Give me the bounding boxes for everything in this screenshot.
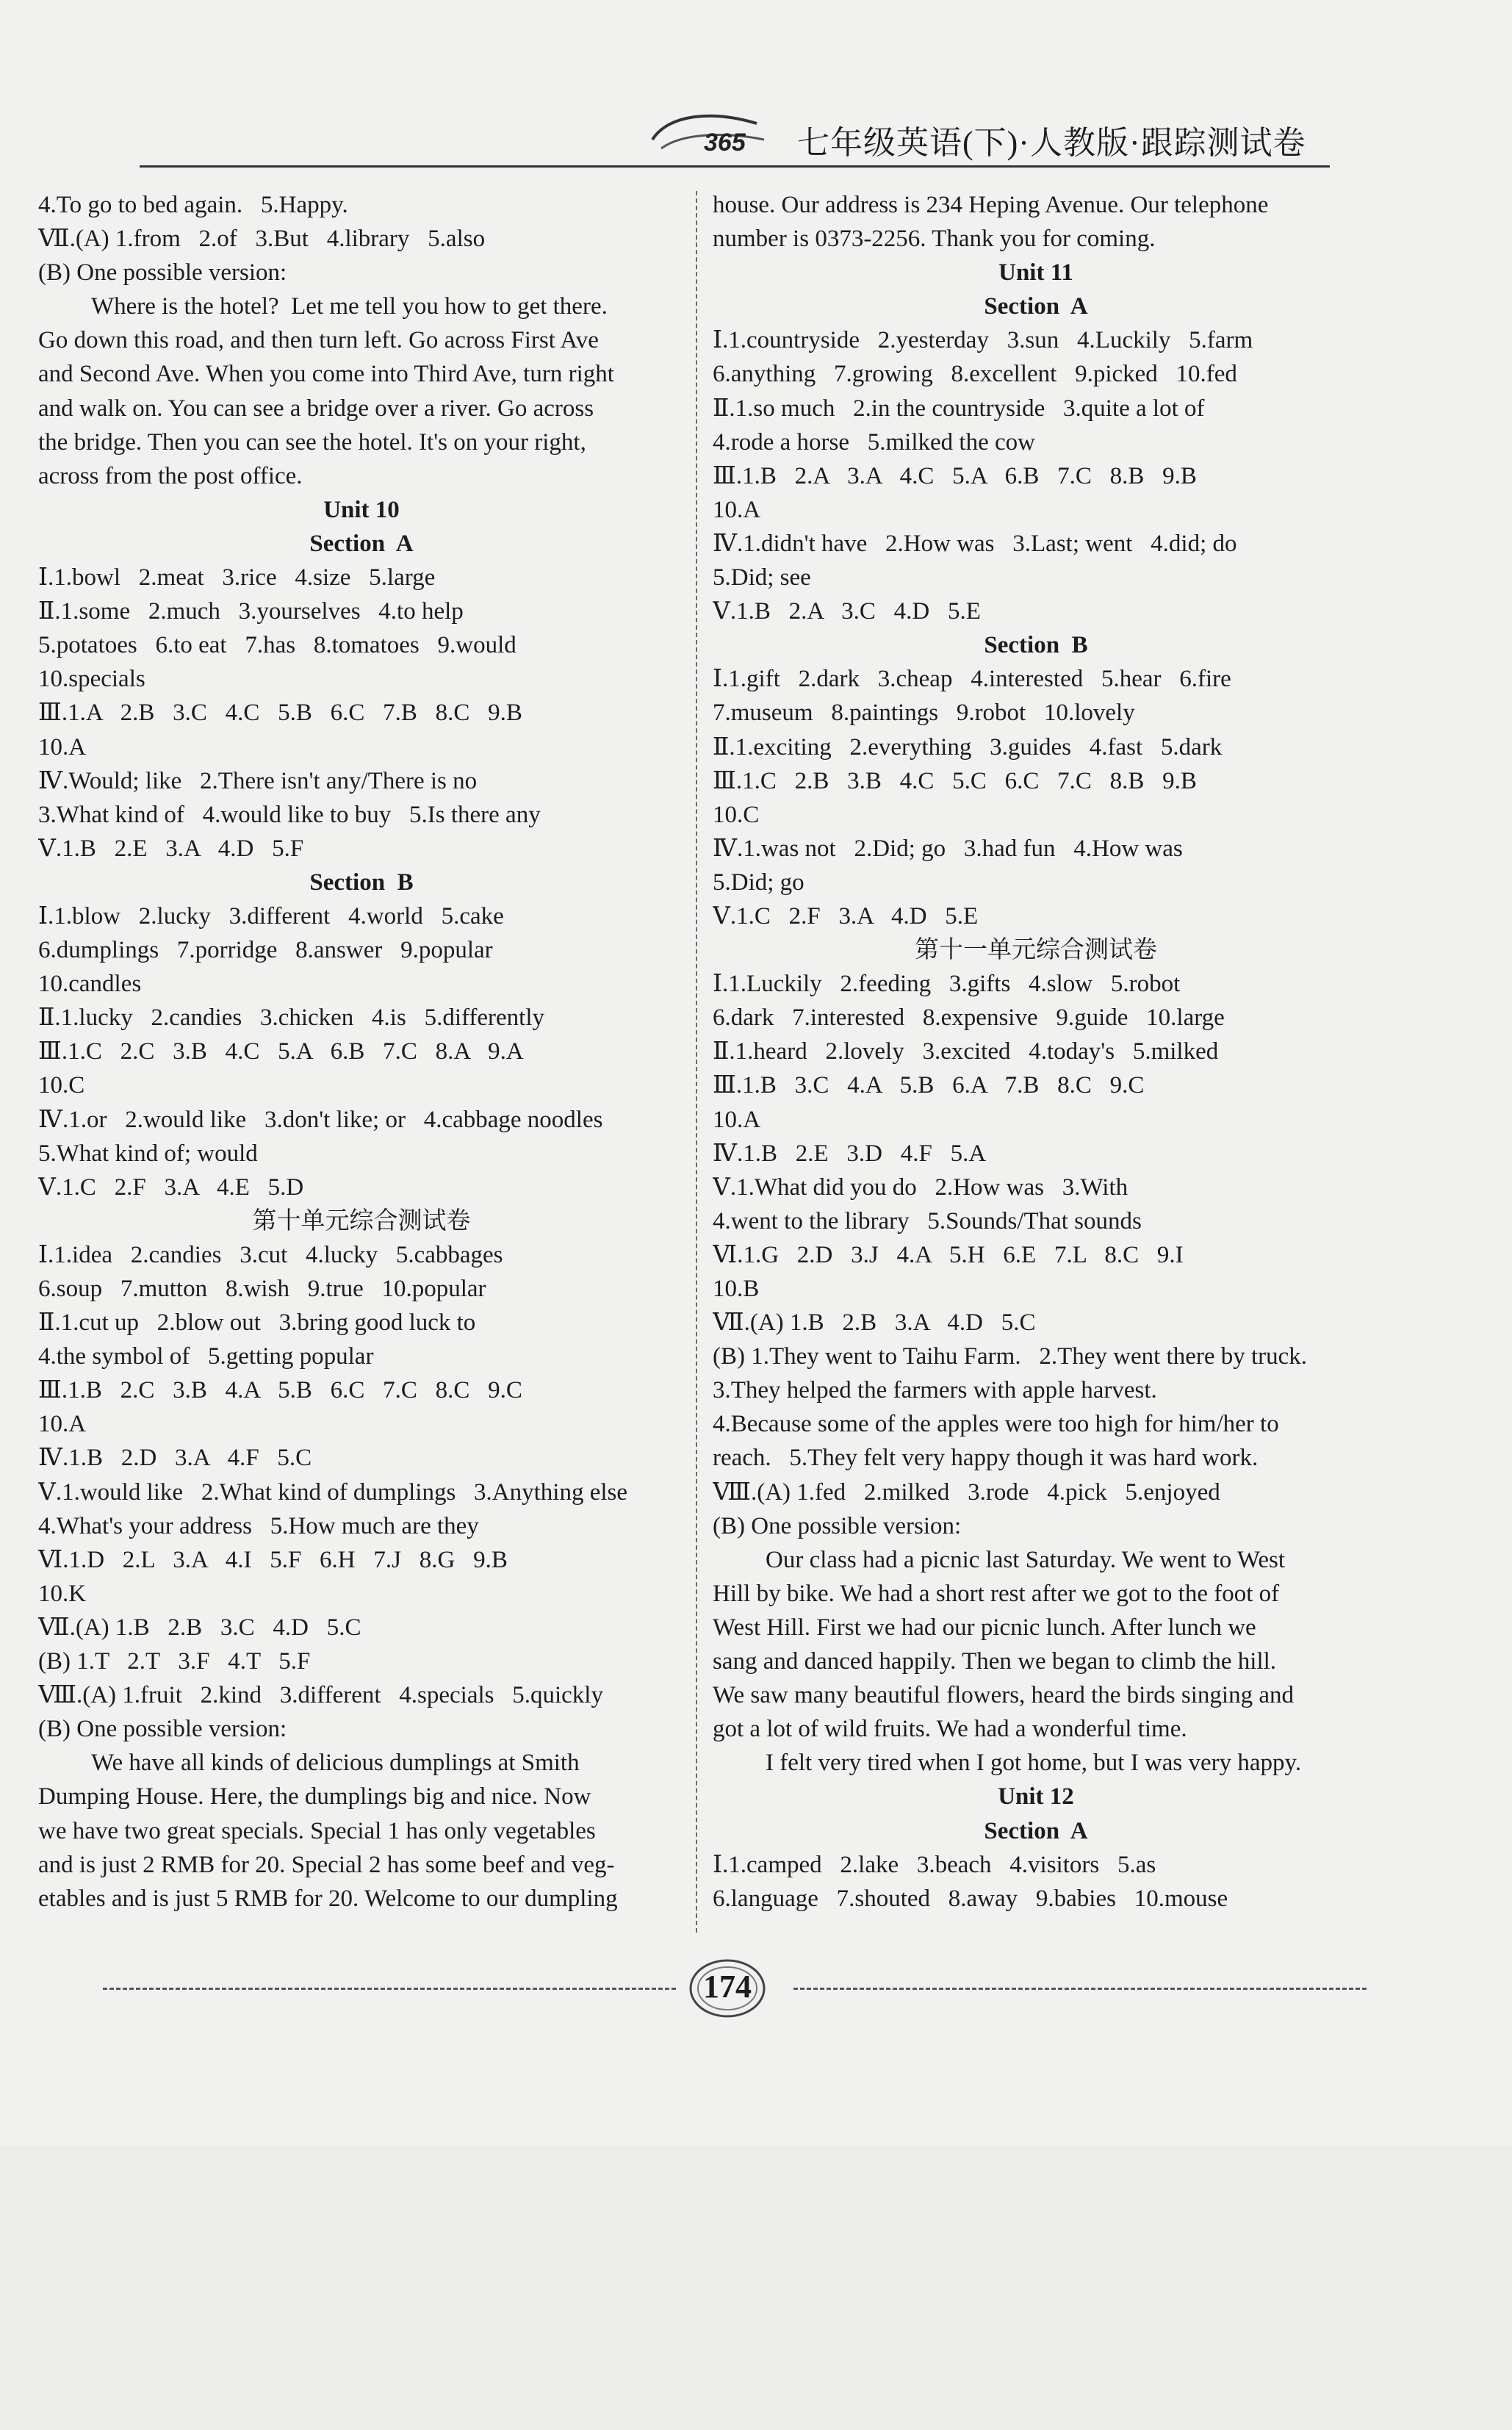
right-column-line: 5.Did; see — [713, 564, 811, 592]
right-column-line: Ⅰ.1.Luckily 2.feeding 3.gifts 4.slow 5.robot — [713, 971, 1181, 998]
left-column-line: Ⅲ.1.B 2.C 3.B 4.A 5.B 6.C 7.C 8.C 9.C — [38, 1377, 522, 1404]
right-column-line: (B) 1.They went to Taihu Farm. 2.They went there by truck. — [713, 1343, 1308, 1370]
right-column-line: Ⅴ.1.What did you do 2.How was 3.With — [713, 1173, 1128, 1201]
right-column-line: Ⅳ.1.B 2.E 3.D 4.F 5.A — [713, 1140, 987, 1167]
left-column-line: (B) One possible version: — [38, 259, 287, 287]
right-column-line: sang and danced happily. Then we began to climb the hill. — [713, 1648, 1277, 1675]
right-column-line: 6.anything 7.growing 8.excellent 9.picked 10.fed — [713, 361, 1237, 388]
right-column-line: Section A — [984, 1817, 1088, 1844]
left-column-line: Ⅶ.(A) 1.B 2.B 3.C 4.D 5.C — [38, 1614, 361, 1641]
right-column-line: Ⅰ.1.countryside 2.yesterday 3.sun 4.Luckily 5.farm — [713, 327, 1253, 354]
left-column-line: the bridge. Then you can see the hotel. It's on your right, — [38, 428, 586, 456]
right-column-line: I felt very tired when I got home, but I was very happy. — [766, 1750, 1302, 1777]
left-column-line: 6.dumplings 7.porridge 8.answer 9.popular — [38, 937, 493, 964]
left-column-line: Ⅶ.(A) 1.from 2.of 3.But 4.library 5.also — [38, 226, 486, 253]
left-column-line: Ⅳ.1.B 2.D 3.A 4.F 5.C — [38, 1445, 312, 1472]
left-column-line: Ⅳ.Would; like 2.There isn't any/There is no — [38, 767, 478, 794]
footer-divider-right — [793, 1988, 1367, 1990]
left-column-line: Ⅴ.1.C 2.F 3.A 4.E 5.D — [38, 1173, 304, 1201]
left-column-line: and Second Ave. When you come into Third Ave, turn right — [38, 361, 614, 388]
logo-365-icon — [647, 110, 771, 162]
left-column-line: We have all kinds of delicious dumplings at Smith — [91, 1750, 580, 1777]
right-column-line: Ⅳ.1.didn't have 2.How was 3.Last; went 4.did; do — [713, 530, 1237, 557]
left-column-line: 6.soup 7.mutton 8.wish 9.true 10.popular — [38, 1276, 486, 1302]
left-column-line: Ⅱ.1.some 2.much 3.yourselves 4.to help — [38, 598, 464, 625]
right-column-line: Section A — [984, 293, 1088, 320]
right-column-line: 10.A — [713, 1106, 761, 1133]
right-column-line: 第十一单元综合测试卷 — [915, 937, 1157, 964]
page-header-title: 七年级英语(下)·人教版·跟踪测试卷 — [797, 125, 1306, 161]
left-column-line: 10.A — [38, 733, 87, 761]
right-column-line: 10.B — [713, 1276, 760, 1302]
right-column-line: Ⅲ.1.B 3.C 4.A 5.B 6.A 7.B 8.C 9.C — [713, 1072, 1145, 1099]
right-column-line: 4.Because some of the apples were too high for him/her to — [713, 1411, 1279, 1438]
right-column-line: Ⅱ.1.exciting 2.everything 3.guides 4.fast 5.dark — [713, 733, 1223, 761]
left-column-line: 10.specials — [38, 666, 145, 693]
left-column-line: Ⅱ.1.lucky 2.candies 3.chicken 4.is 5.differently — [38, 1004, 544, 1032]
right-column-line: house. Our address is 234 Heping Avenue. Our telephone — [713, 192, 1269, 218]
right-column-line: Unit 12 — [998, 1783, 1074, 1811]
footer-divider-left — [103, 1988, 676, 1990]
right-column-line: Ⅰ.1.gift 2.dark 3.cheap 4.interested 5.hear 6.fire — [713, 666, 1231, 693]
header-divider — [140, 165, 1330, 168]
right-column-line: 5.Did; go — [713, 869, 804, 896]
left-column-line: etables and is just 5 RMB for 20. Welcome to our dumpling — [38, 1885, 618, 1912]
column-divider — [696, 191, 697, 1933]
right-column-line: Ⅰ.1.camped 2.lake 3.beach 4.visitors 5.as — [713, 1851, 1156, 1878]
right-column-line: reach. 5.They felt very happy though it was hard work. — [713, 1445, 1259, 1472]
right-column-line: Ⅴ.1.B 2.A 3.C 4.D 5.E — [713, 598, 981, 625]
left-column-line: 4.the symbol of 5.getting popular — [38, 1343, 374, 1370]
left-column-line: 10.C — [38, 1072, 85, 1099]
left-column-line: 10.candles — [38, 971, 142, 998]
right-column-line: 10.A — [713, 496, 761, 523]
left-column-line: (B) One possible version: — [38, 1716, 287, 1743]
left-column-line: Ⅰ.1.bowl 2.meat 3.rice 4.size 5.large — [38, 564, 436, 592]
left-column-line: Ⅴ.1.B 2.E 3.A 4.D 5.F — [38, 835, 304, 862]
right-column-line: number is 0373-2256. Thank you for coming. — [713, 226, 1156, 253]
left-column-line: 5.potatoes 6.to eat 7.has 8.tomatoes 9.would — [38, 632, 516, 659]
left-column-line: Ⅴ.1.would like 2.What kind of dumplings 3.Anything else — [38, 1478, 628, 1506]
right-column-line: Ⅳ.1.was not 2.Did; go 3.had fun 4.How was — [713, 835, 1183, 862]
left-column-line: 4.What's your address 5.How much are they — [38, 1512, 479, 1539]
right-column-line: Ⅲ.1.C 2.B 3.B 4.C 5.C 6.C 7.C 8.B 9.B — [713, 767, 1197, 794]
left-column-line: and walk on. You can see a bridge over a river. Go across — [38, 395, 594, 422]
right-column-line: got a lot of wild fruits. We had a wonderful time. — [713, 1716, 1187, 1743]
right-column-line: 6.dark 7.interested 8.expensive 9.guide 10.large — [713, 1004, 1225, 1032]
left-column-line: Ⅱ.1.cut up 2.blow out 3.bring good luck to — [38, 1309, 476, 1337]
left-column-line: 第十单元综合测试卷 — [252, 1207, 471, 1234]
right-column-line: Ⅴ.1.C 2.F 3.A 4.D 5.E — [713, 902, 979, 930]
left-column-line: Ⅰ.1.idea 2.candies 3.cut 4.lucky 5.cabbages — [38, 1241, 503, 1268]
left-column-line: Where is the hotel? Let me tell you how to get there. — [91, 293, 608, 320]
left-column-line: Section A — [309, 530, 414, 557]
right-column-line: Ⅶ.(A) 1.B 2.B 3.A 4.D 5.C — [713, 1309, 1036, 1337]
right-column-line: We saw many beautiful flowers, heard the birds singing and — [713, 1682, 1294, 1709]
left-column-line: Ⅵ.1.D 2.L 3.A 4.I 5.F 6.H 7.J 8.G 9.B — [38, 1546, 508, 1573]
left-column-line: 5.What kind of; would — [38, 1140, 258, 1167]
right-column-line: 3.They helped the farmers with apple harvest. — [713, 1377, 1157, 1404]
left-column-line: Unit 10 — [323, 496, 400, 523]
right-column-line: 6.language 7.shouted 8.away 9.babies 10.mouse — [713, 1885, 1228, 1912]
right-column-line: Section B — [984, 632, 1088, 659]
left-column-line: across from the post office. — [38, 462, 303, 489]
logo-text: 365 — [704, 129, 746, 157]
left-column-line: and is just 2 RMB for 20. Special 2 has some beef and veg- — [38, 1851, 615, 1878]
right-column-line: Ⅱ.1.heard 2.lovely 3.excited 4.today's 5.milked — [713, 1038, 1219, 1065]
right-column-line: (B) One possible version: — [713, 1512, 962, 1539]
left-column-line: Ⅳ.1.or 2.would like 3.don't like; or 4.cabbage noodles — [38, 1106, 603, 1133]
left-column-line: 4.To go to bed again. 5.Happy. — [38, 192, 348, 218]
left-column-line: Ⅲ.1.C 2.C 3.B 4.C 5.A 6.B 7.C 8.A 9.A — [38, 1038, 524, 1065]
right-column — [713, 188, 1359, 1916]
left-column-line: we have two great specials. Special 1 has only vegetables — [38, 1817, 596, 1844]
left-column-line: Ⅲ.1.A 2.B 3.C 4.C 5.B 6.C 7.B 8.C 9.B — [38, 700, 522, 727]
page-number: 174 — [703, 1969, 752, 2005]
right-column-line: Ⅲ.1.B 2.A 3.A 4.C 5.A 6.B 7.C 8.B 9.B — [713, 462, 1197, 489]
right-column-line: Ⅷ.(A) 1.fed 2.milked 3.rode 4.pick 5.enjoyed — [713, 1478, 1220, 1506]
right-column-line: Ⅱ.1.so much 2.in the countryside 3.quite a lot of — [713, 395, 1205, 422]
right-column-line: 4.rode a horse 5.milked the cow — [713, 428, 1035, 456]
right-column-line: Ⅵ.1.G 2.D 3.J 4.A 5.H 6.E 7.L 8.C 9.I — [713, 1241, 1184, 1268]
left-column-line: Dumping House. Here, the dumplings big and nice. Now — [38, 1783, 591, 1811]
right-column-line: West Hill. First we had our picnic lunch. After lunch we — [713, 1614, 1256, 1641]
right-column-line: 4.went to the library 5.Sounds/That sounds — [713, 1207, 1142, 1234]
left-column-line: 10.K — [38, 1580, 87, 1607]
left-column-line: (B) 1.T 2.T 3.F 4.T 5.F — [38, 1648, 311, 1675]
right-column-line: Hill by bike. We had a short rest after we got to the foot of — [713, 1580, 1280, 1607]
right-column-line: 7.museum 8.paintings 9.robot 10.lovely — [713, 700, 1135, 727]
left-column-line: Section B — [309, 869, 414, 896]
left-column-line: 10.A — [38, 1411, 87, 1438]
right-column-line: Unit 11 — [998, 259, 1073, 287]
left-column-line: 3.What kind of 4.would like to buy 5.Is there any — [38, 801, 541, 828]
left-column-line: Go down this road, and then turn left. Go across First Ave — [38, 327, 599, 354]
right-column-line: 10.C — [713, 801, 760, 828]
blank-margin — [0, 2146, 1512, 2430]
left-column-line: Ⅰ.1.blow 2.lucky 3.different 4.world 5.cake — [38, 902, 504, 930]
right-column-line: Our class had a picnic last Saturday. We went to West — [766, 1546, 1286, 1573]
left-column — [38, 188, 685, 1916]
left-column-line: Ⅷ.(A) 1.fruit 2.kind 3.different 4.specials 5.quickly — [38, 1682, 603, 1709]
